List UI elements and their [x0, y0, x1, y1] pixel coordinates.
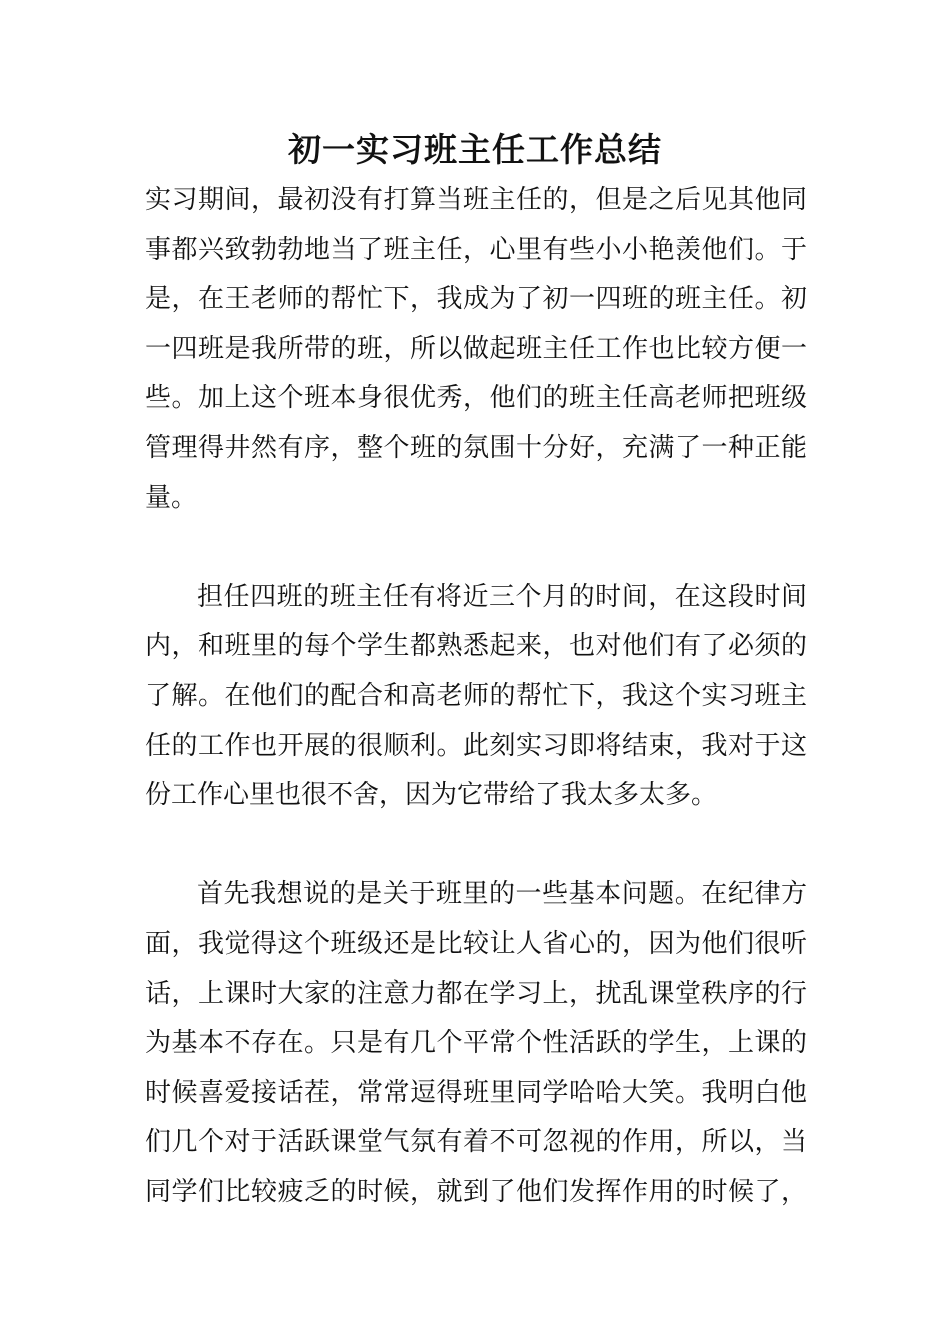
- text-line: 是，在王老师的帮忙下，我成为了初一四班的班主任。初: [145, 284, 807, 315]
- paragraph: [145, 573, 807, 821]
- text-line: 一四班是我所带的班，所以做起班主任工作也比较方便一: [145, 333, 807, 364]
- text-line: 量。: [145, 482, 198, 513]
- document-title: 初一实习班主任工作总结: [288, 130, 662, 169]
- paragraph: [145, 176, 807, 523]
- text-line: 面，我觉得这个班级还是比较让人省心的，因为他们很听: [145, 928, 807, 959]
- text-line: 份工作心里也很不舍，因为它带给了我太多太多。: [145, 780, 718, 811]
- text-line: 话，上课时大家的注意力都在学习上，扰乱课堂秩序的行: [145, 978, 807, 1009]
- text-line: 首先我想说的是关于班里的一些基本问题。在纪律方: [197, 879, 807, 910]
- text-line: 内，和班里的每个学生都熟悉起来，也对他们有了必须的: [145, 631, 807, 662]
- document-body: [145, 176, 807, 1217]
- text-line: 同学们比较疲乏的时候，就到了他们发挥作用的时候了，: [145, 1176, 807, 1207]
- text-line: 们几个对于活跃课堂气氛有着不可忽视的作用，所以，当: [145, 1127, 807, 1158]
- text-line: 了解。在他们的配合和高老师的帮忙下，我这个实习班主: [145, 680, 807, 711]
- paragraph-spacer: [145, 523, 807, 573]
- text-line: 任的工作也开展的很顺利。此刻实习即将结束，我对于这: [145, 730, 807, 761]
- text-line: 些。加上这个班本身很优秀，他们的班主任高老师把班级: [145, 383, 807, 414]
- text-line: 管理得井然有序，整个班的氛围十分好，充满了一种正能: [145, 432, 807, 463]
- text-line: 事都兴致勃勃地当了班主任，心里有些小小艳羡他们。于: [145, 234, 807, 265]
- text-line: 实习期间，最初没有打算当班主任的，但是之后见其他同: [145, 185, 807, 215]
- text-line: 为基本不存在。只是有几个平常个性活跃的学生，上课的: [145, 1028, 807, 1059]
- text-line: 时候喜爱接话茬，常常逗得班里同学哈哈大笑。我明白他: [145, 1077, 807, 1108]
- paragraph: [145, 870, 807, 1217]
- text-line: 担任四班的班主任有将近三个月的时间，在这段时间: [197, 581, 807, 612]
- paragraph-spacer: [145, 821, 807, 871]
